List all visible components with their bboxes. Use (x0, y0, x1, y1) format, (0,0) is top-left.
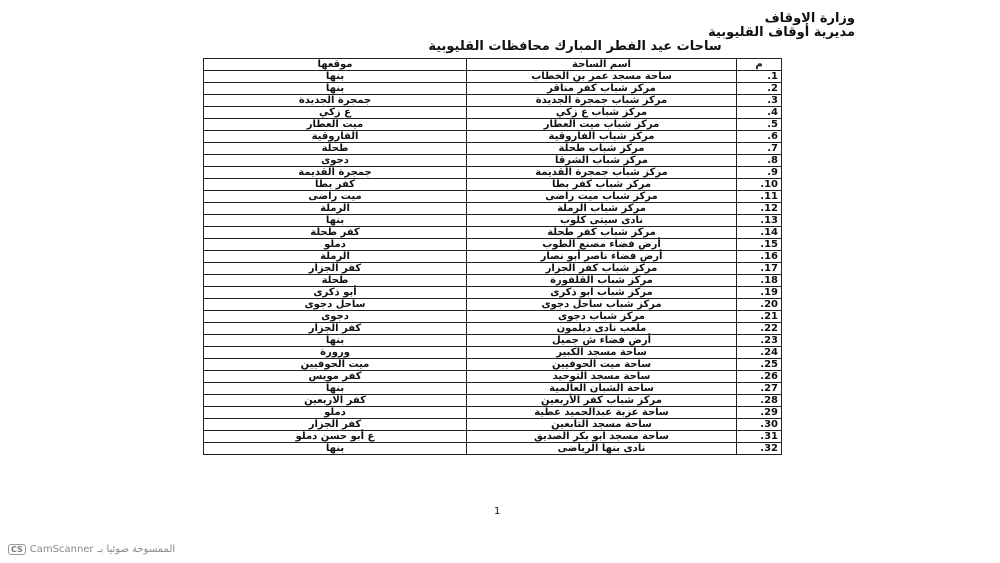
watermark-caption: الممسوحة ضوئيا بـ (97, 544, 176, 555)
venue-location: كفر الجزار (204, 323, 467, 335)
venue-location: كفر بطا (204, 179, 467, 191)
venue-name: ساحة مسجد التوحيد (467, 371, 737, 383)
venue-location: دملو (204, 407, 467, 419)
row-number: .3 (737, 95, 782, 107)
row-number: .4 (737, 107, 782, 119)
table-row (204, 107, 782, 119)
row-number: .29 (737, 407, 782, 419)
directorate-name: مديرية أوقاف القليوبية (708, 25, 855, 40)
row-number: .24 (737, 347, 782, 359)
venue-location: ساحل دجوى (204, 299, 467, 311)
row-number: .13 (737, 215, 782, 227)
venue-name: أرض فضاء ناصر أبو نصار (467, 251, 737, 263)
table-header-row (204, 59, 782, 71)
row-number: .6 (737, 131, 782, 143)
row-number: .14 (737, 227, 782, 239)
table-row (204, 83, 782, 95)
venue-name: أرض فضاء ش جميل (467, 335, 737, 347)
venue-location: طحلة (204, 143, 467, 155)
venue-location: طحلة (204, 275, 467, 287)
row-number: .26 (737, 371, 782, 383)
venue-location: بنها (204, 71, 467, 83)
venue-name: ساحة مسجد الكبير (467, 347, 737, 359)
table-row (204, 407, 782, 419)
venue-name: مركز شباب كفر طحلة (467, 227, 737, 239)
venue-name: ساحة مسجد التابعين (467, 419, 737, 431)
venue-location: ميت راضى (204, 191, 467, 203)
venue-name: أرض فضاء مصنع الطوب (467, 239, 737, 251)
table-row (204, 179, 782, 191)
document-header (295, 12, 855, 54)
venue-location: كفر طحلة (204, 227, 467, 239)
venue-location: كفر مويس (204, 371, 467, 383)
venue-name: مركز شباب كفر الأربعين (467, 395, 737, 407)
row-number: .18 (737, 275, 782, 287)
venue-name: مركز شباب كفر بطا (467, 179, 737, 191)
watermark-brand: CamScanner (29, 544, 94, 555)
venue-location: جمجرة القديمة (204, 167, 467, 179)
venue-name: ساحة عزبة عبدالحميد عطية (467, 407, 737, 419)
venue-name: مركز شباب القلفورة (467, 275, 737, 287)
venue-name: مركز شباب ابو ذكرى (467, 287, 737, 299)
venue-name: مركز شباب الشرقا (467, 155, 737, 167)
venue-name: مركز شباب ع زكي (467, 107, 737, 119)
row-number: .15 (737, 239, 782, 251)
table-row (204, 227, 782, 239)
ministry-name: وزارة الاوقاف (764, 11, 855, 26)
table-row (204, 263, 782, 275)
row-number: .1 (737, 71, 782, 83)
venue-name: ساحة الشبان العالمية (467, 383, 737, 395)
table-row (204, 335, 782, 347)
venue-location: ورورة (204, 347, 467, 359)
table-row (204, 275, 782, 287)
venues-table (203, 58, 782, 455)
row-number: .21 (737, 311, 782, 323)
venue-location: ميت العطار (204, 119, 467, 131)
venue-name: مركز شباب كفر الجزار (467, 263, 737, 275)
camscanner-logo: CS (8, 544, 26, 555)
row-number: .25 (737, 359, 782, 371)
table-row (204, 191, 782, 203)
venue-location: دجوى (204, 155, 467, 167)
venue-location: بنها (204, 215, 467, 227)
table-row (204, 359, 782, 371)
table-row (204, 155, 782, 167)
table-row (204, 443, 782, 455)
venue-name: نادى سيتى كلوب (467, 215, 737, 227)
page-number: 1 (494, 506, 501, 517)
venue-name: ساحة ميت الحوفيين (467, 359, 737, 371)
venue-location: دملو (204, 239, 467, 251)
table-row (204, 323, 782, 335)
venue-location: الفاروقية (204, 131, 467, 143)
row-number: .32 (737, 443, 782, 455)
row-number: .16 (737, 251, 782, 263)
table-row (204, 371, 782, 383)
venue-name: مركز شباب ساحل دجوى (467, 299, 737, 311)
row-number: .2 (737, 83, 782, 95)
venue-location: أبو ذكرى (204, 287, 467, 299)
venue-name: مركز شباب دجوى (467, 311, 737, 323)
table-row (204, 203, 782, 215)
row-number: .19 (737, 287, 782, 299)
table-row (204, 71, 782, 83)
venue-name: نادى بنها الرياضى (467, 443, 737, 455)
venue-name: ملعب نادى ديلمون (467, 323, 737, 335)
venue-name: مركز شباب ميت العطار (467, 119, 737, 131)
table-row (204, 383, 782, 395)
venue-location: الرملة (204, 251, 467, 263)
col-header-location: موقعها (204, 59, 467, 71)
row-number: .31 (737, 431, 782, 443)
table-row (204, 143, 782, 155)
venue-name: مركز شباب جمجرة القديمة (467, 167, 737, 179)
venue-location: ع أبو حسن دملو (204, 431, 467, 443)
venue-location: دجوى (204, 311, 467, 323)
venue-location: كفر الاربعين (204, 395, 467, 407)
venue-location: بنها (204, 335, 467, 347)
venue-name: مركز شباب طحلة (467, 143, 737, 155)
row-number: .27 (737, 383, 782, 395)
table-body (204, 71, 782, 455)
table-row (204, 167, 782, 179)
venue-name: مركز شباب ميت راضى (467, 191, 737, 203)
row-number: .5 (737, 119, 782, 131)
venue-name: مركز شباب الرملة (467, 203, 737, 215)
row-number: .7 (737, 143, 782, 155)
col-header-venue-name: اسم الساحة (467, 59, 737, 71)
venue-location: بنها (204, 83, 467, 95)
venue-location: بنها (204, 383, 467, 395)
row-number: .8 (737, 155, 782, 167)
venue-name: ساحة مسجد عمر بن الخطاب (467, 71, 737, 83)
row-number: .23 (737, 335, 782, 347)
venue-location: كفر الجزار (204, 263, 467, 275)
table-row (204, 347, 782, 359)
venue-name: مركز شباب كفر مناقر (467, 83, 737, 95)
document-title: ساحات عيد الفطر المبارك محافظات القليوبية (428, 39, 722, 54)
table-row (204, 251, 782, 263)
scanner-watermark (8, 544, 175, 555)
row-number: .9 (737, 167, 782, 179)
row-number: .30 (737, 419, 782, 431)
venue-location: جمجرة الجديدة (204, 95, 467, 107)
venue-location: كفر الجزار (204, 419, 467, 431)
row-number: .28 (737, 395, 782, 407)
table-row (204, 131, 782, 143)
table-row (204, 311, 782, 323)
table-row (204, 95, 782, 107)
venue-location: ميت الحوفيين (204, 359, 467, 371)
table-row (204, 215, 782, 227)
table-row (204, 431, 782, 443)
row-number: .17 (737, 263, 782, 275)
venue-name: مركز شباب الفاروقية (467, 131, 737, 143)
table-row (204, 119, 782, 131)
row-number: .10 (737, 179, 782, 191)
venue-location: الرملة (204, 203, 467, 215)
row-number: .11 (737, 191, 782, 203)
venue-name: ساحة مسجد ابو بكر الصديق (467, 431, 737, 443)
venue-name: مركز شباب جمجرة الجديدة (467, 95, 737, 107)
table-row (204, 395, 782, 407)
table-row (204, 239, 782, 251)
venue-location: بنها (204, 443, 467, 455)
table-row (204, 419, 782, 431)
table-row (204, 287, 782, 299)
venue-location: ع زكي (204, 107, 467, 119)
row-number: .20 (737, 299, 782, 311)
row-number: .12 (737, 203, 782, 215)
col-header-number: م (737, 59, 782, 71)
row-number: .22 (737, 323, 782, 335)
table-row (204, 299, 782, 311)
